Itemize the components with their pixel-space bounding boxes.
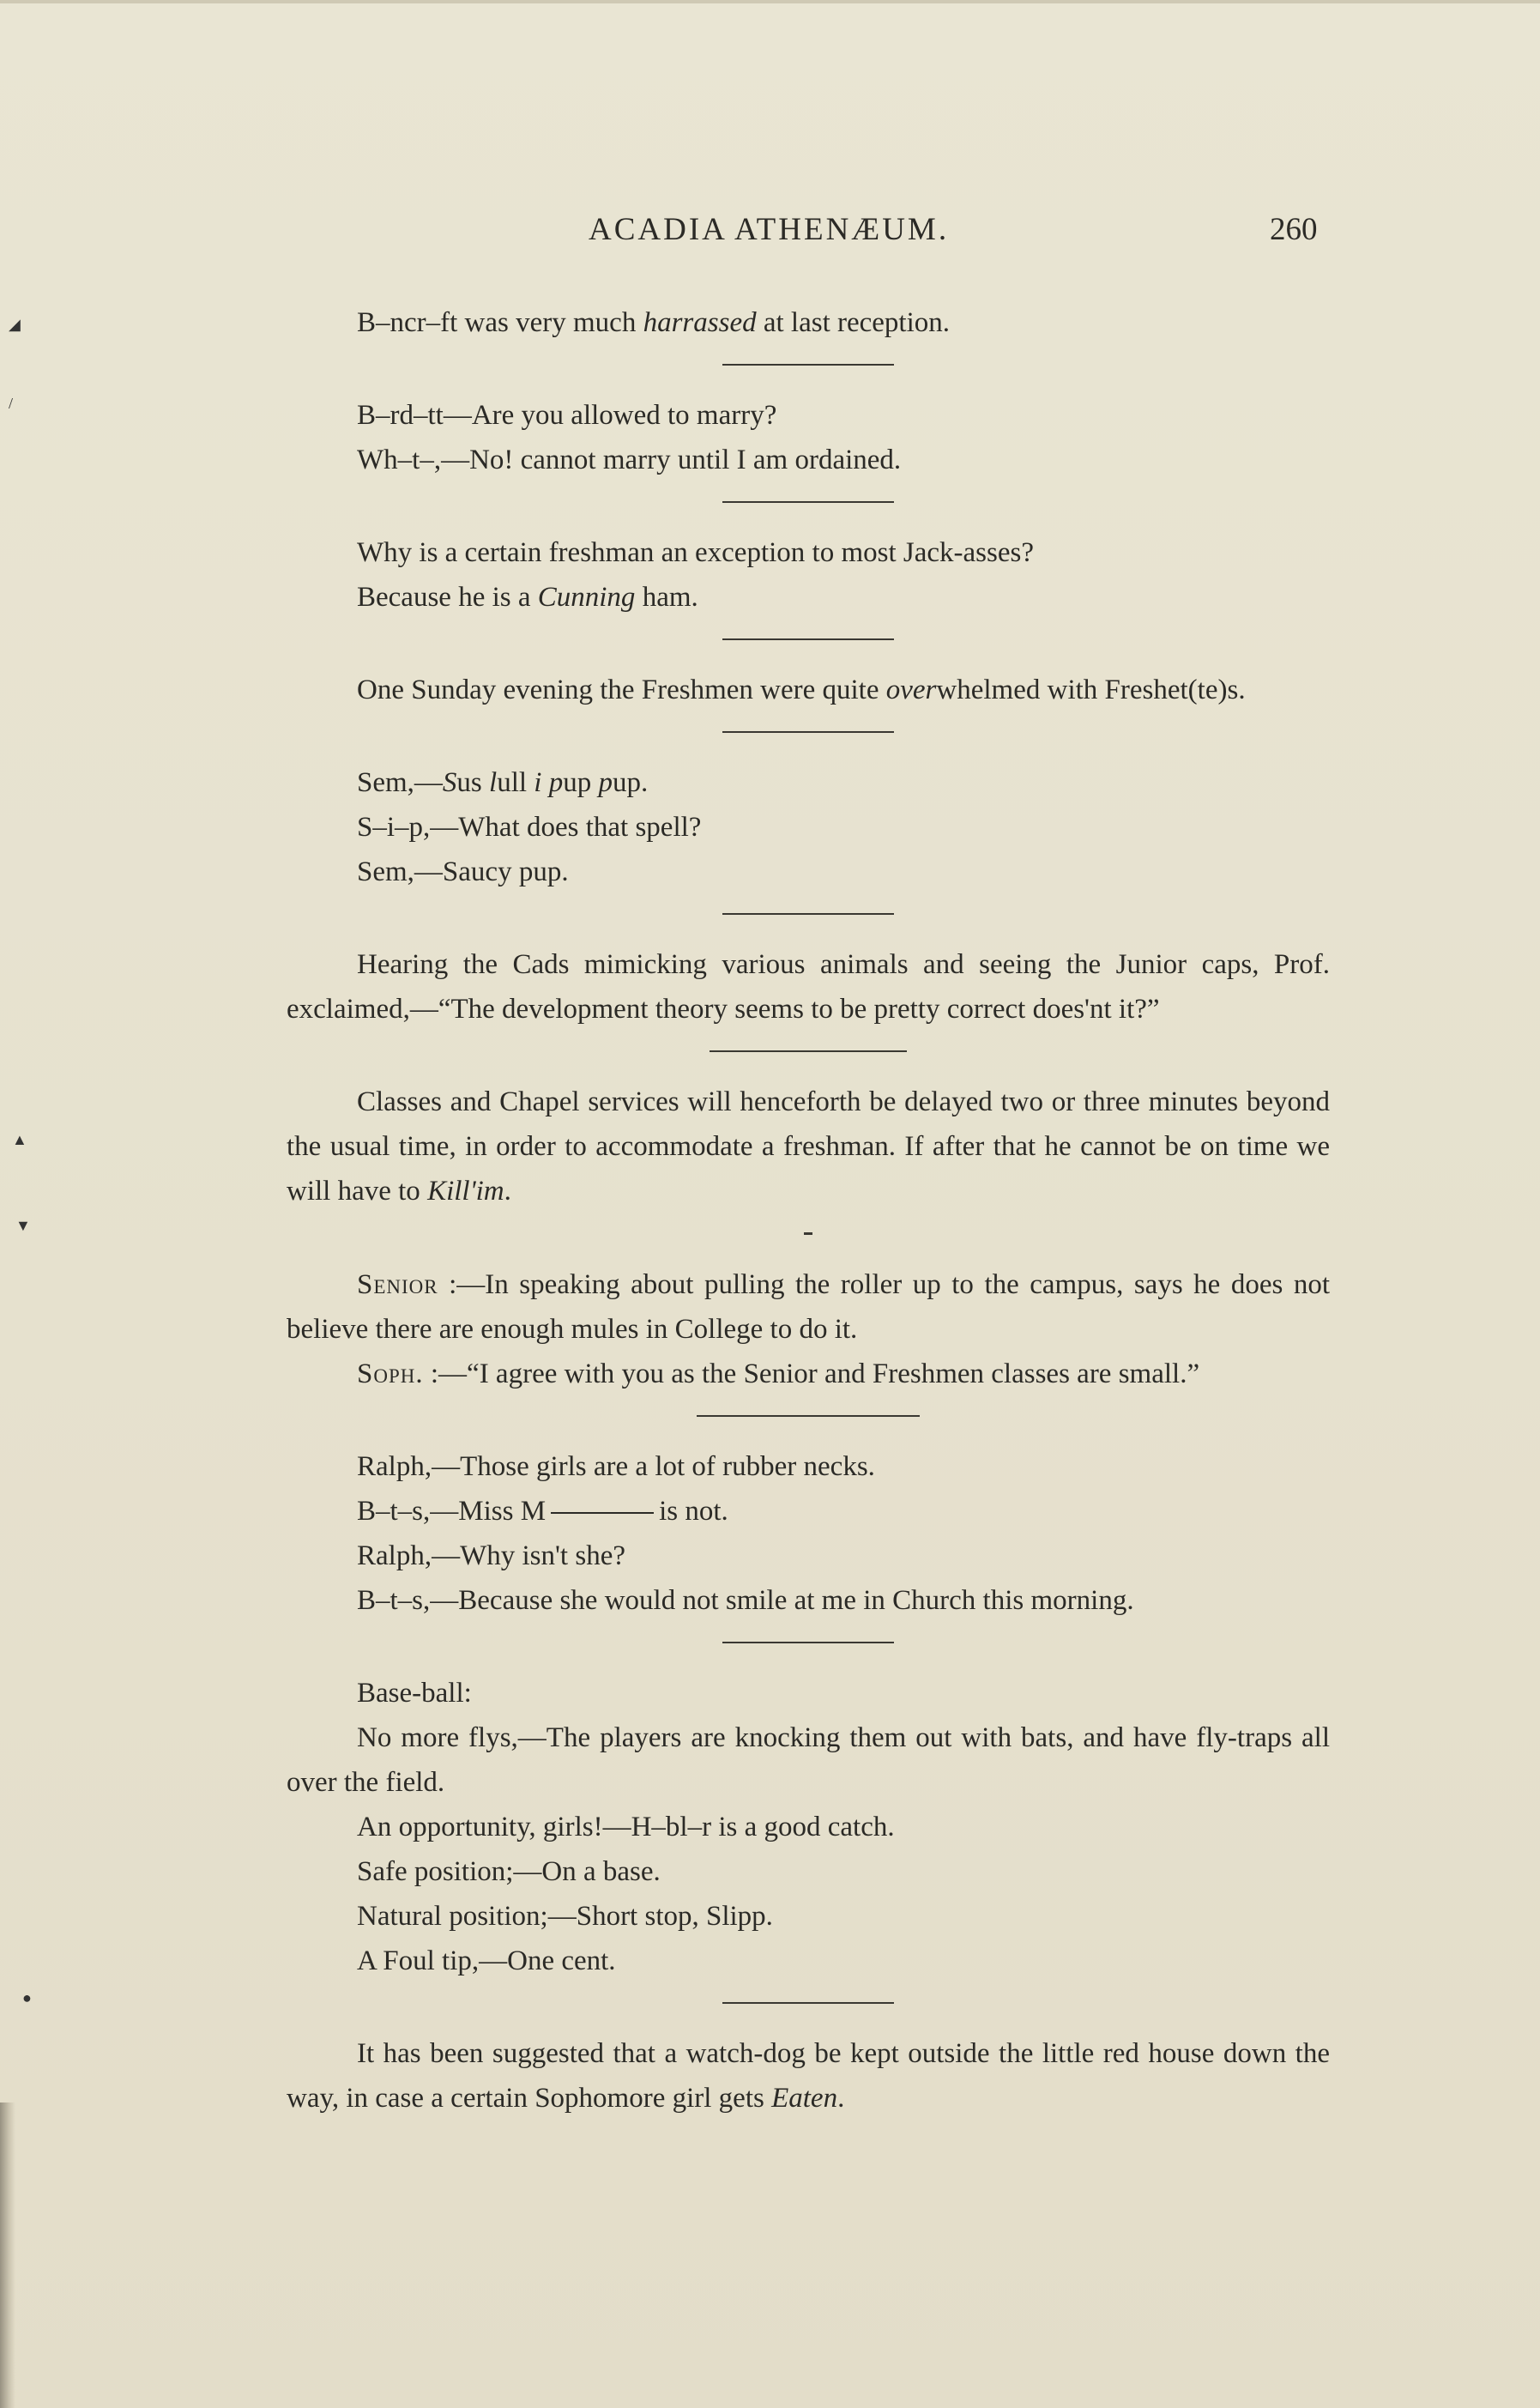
item-paragraph: One Sunday evening the Freshmen were quite overwhelmed with Freshet(te)s. (357, 675, 1246, 705)
dialogue-line: Sem,—Sus lull i pup pup. (357, 767, 649, 798)
separator-rule (722, 364, 894, 366)
dialogue-line: B–t–s,—Miss M is not. (357, 1496, 728, 1527)
separator-rule (722, 501, 894, 503)
separator-rule (710, 1050, 907, 1052)
dialogue-line: Wh–t–,—No! cannot marry until I am ordained. (357, 445, 902, 475)
page-number: 260 (1270, 212, 1318, 247)
dialogue-line: Ralph,—Those girls are a lot of rubber necks. (357, 1451, 875, 1482)
separator-rule (697, 1415, 920, 1417)
dialogue-line: B–rd–tt—Are you allowed to marry? (357, 400, 777, 431)
item-line: A Foul tip,—One cent. (357, 1945, 616, 1976)
separator-dot (804, 1232, 812, 1235)
dialogue-line: S–i–p,—What does that spell? (357, 812, 702, 843)
item-line: Safe position;—On a base. (357, 1856, 661, 1887)
page-body (287, 300, 1330, 2121)
item-paragraph: It has been suggested that a watch-dog be kept outside the little red house down the way, in case a certain Sophomore girl gets Eaten. (287, 2038, 1330, 2114)
item-paragraph: Because he is a Cunning ham. (357, 582, 698, 613)
item-paragraph: Senior :—In speaking about pulling the roller up to the campus, says he does not believe there are enough mules in College to do it. (287, 1269, 1330, 1345)
section-heading: Base-ball: (357, 1678, 472, 1709)
page-left-edge-shadow (0, 2102, 15, 2408)
margin-mark: ▲ (12, 1131, 27, 1148)
margin-mark: ▼ (15, 1217, 31, 1234)
item-paragraph: Classes and Chapel services will henceforth be delayed two or three minutes beyond the usual time, in order to accommodate a freshman. If after that he cannot be on time we will have to Kill'im. (287, 1086, 1330, 1207)
separator-rule (722, 731, 894, 733)
dialogue-line: Ralph,—Why isn't she? (357, 1540, 625, 1571)
item-paragraph: Hearing the Cads mimicking various animals and seeing the Junior caps, Prof. exclaimed,—“The development theory seems to be pretty correct does'nt it?” (287, 949, 1330, 1025)
separator-rule (722, 913, 894, 915)
item-line: No more flys,—The players are knocking them out with bats, and have fly-traps all over the field. (287, 1722, 1330, 1798)
item-line: An opportunity, girls!—H–bl–r is a good catch. (357, 1812, 895, 1842)
separator-rule (722, 638, 894, 640)
page-header (0, 211, 1540, 254)
item-paragraph: Soph. :—“I agree with you as the Senior and Freshmen classes are small.” (357, 1358, 1200, 1389)
dialogue-line: B–t–s,—Because she would not smile at me in Church this morning. (357, 1585, 1134, 1616)
margin-mark: / (9, 395, 14, 412)
separator-rule (722, 2002, 894, 2004)
margin-mark: ● (22, 1989, 32, 2006)
journal-title: ACADIA ATHENÆUM. (589, 212, 950, 247)
item-paragraph: Why is a certain freshman an exception to most Jack-asses? (357, 537, 1034, 568)
page-top-edge (0, 0, 1540, 3)
margin-mark: ◢ (9, 316, 21, 333)
separator-rule (722, 1642, 894, 1643)
item-line: Natural position;—Short stop, Slipp. (357, 1901, 773, 1932)
name-blank (551, 1512, 654, 1514)
dialogue-line: Sem,—Saucy pup. (357, 856, 569, 887)
item-paragraph: B–ncr–ft was very much harrassed at last reception. (357, 307, 951, 338)
